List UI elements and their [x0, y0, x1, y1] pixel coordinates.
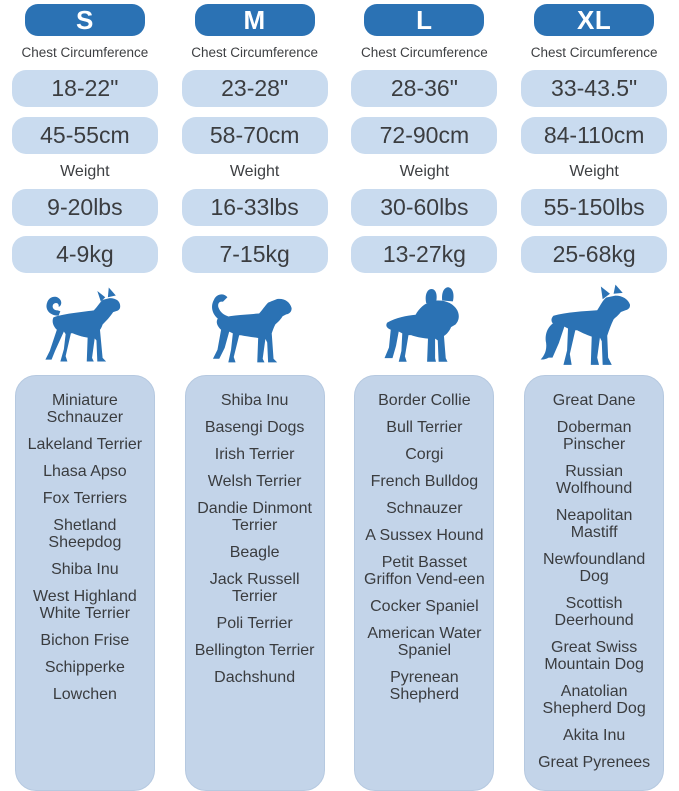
breed-item: Dandie Dinmont Terrier: [197, 500, 312, 534]
weight-lbs-value: 30-60lbs: [351, 189, 497, 226]
breed-item: Lhasa Apso: [43, 463, 127, 480]
chest-circumference-label: Chest Circumference: [21, 45, 149, 60]
breed-list-xl: [524, 375, 664, 791]
weight-kg-value: 13-27kg: [351, 236, 497, 273]
weight-lbs-value: 16-33lbs: [182, 189, 328, 226]
weight-label: Weight: [229, 163, 280, 180]
breed-item: Great Swiss Mountain Dog: [544, 639, 644, 673]
chest-cm-value: 72-90cm: [351, 117, 497, 154]
beagle-icon: [170, 281, 340, 375]
breed-item: Miniature Schnauzer: [46, 392, 124, 426]
size-badge-m: M: [195, 4, 315, 36]
size-badge-s: S: [25, 4, 145, 36]
breed-item: Anatolian Shepherd Dog: [542, 683, 646, 717]
weight-kg-value: 7-15kg: [182, 236, 328, 273]
breed-item: Great Dane: [552, 392, 636, 409]
breed-item: Beagle: [229, 544, 280, 561]
breed-item: Irish Terrier: [214, 446, 295, 463]
breed-item: Fox Terriers: [42, 490, 127, 507]
breed-item: Jack Russell Terrier: [209, 571, 300, 605]
breed-item: Shiba Inu: [220, 392, 289, 409]
breed-item: Welsh Terrier: [207, 473, 302, 490]
weight-kg-value: 4-9kg: [12, 236, 158, 273]
size-column-s: [0, 0, 170, 791]
breed-item: West Highland White Terrier: [32, 588, 137, 622]
breed-item: Petit Basset Griffon Vend-een: [364, 554, 485, 588]
chest-cm-value: 45-55cm: [12, 117, 158, 154]
chest-circumference-label: Chest Circumference: [530, 45, 658, 60]
breed-item: Poli Terrier: [216, 615, 293, 632]
weight-label: Weight: [569, 163, 619, 180]
breed-item: Pyrenean Shepherd: [389, 669, 460, 703]
breed-list-s: [15, 375, 155, 791]
size-column-l: [340, 0, 510, 791]
breed-item: Great Pyrenees: [538, 754, 651, 771]
breed-item: Schipperke: [44, 659, 125, 676]
chest-inches-value: 18-22": [12, 70, 158, 107]
breed-item: Bull Terrier: [386, 419, 463, 436]
breed-item: Shiba Inu: [51, 561, 119, 578]
weight-lbs-value: 55-150lbs: [521, 189, 667, 226]
breed-item: A Sussex Hound: [365, 527, 484, 544]
breed-list-l: [354, 375, 494, 791]
weight-kg-value: 25-68kg: [521, 236, 667, 273]
size-column-xl: [509, 0, 679, 791]
breed-item: Lowchen: [52, 686, 117, 703]
breed-item: Border Collie: [378, 392, 471, 409]
breed-item: Lakeland Terrier: [27, 436, 143, 453]
breed-item: Newfoundland Dog: [542, 551, 646, 585]
breed-item: Shetland Sheepdog: [48, 517, 122, 551]
breed-item: Russian Wolfhound: [556, 463, 633, 497]
breed-item: Akita Inu: [562, 727, 626, 744]
breed-item: French Bulldog: [370, 473, 479, 490]
breed-item: Corgi: [405, 446, 444, 463]
weight-label: Weight: [60, 163, 110, 180]
breed-item: Doberman Pinscher: [556, 419, 632, 453]
breed-item: Basengi Dogs: [204, 419, 305, 436]
breed-item: Cocker Spaniel: [370, 598, 479, 615]
breed-item: Neapolitan Mastiff: [555, 507, 633, 541]
chest-circumference-label: Chest Circumference: [191, 45, 319, 60]
chest-cm-value: 58-70cm: [182, 117, 328, 154]
husky-icon: [509, 281, 679, 375]
breed-item: Bichon Frise: [40, 632, 130, 649]
weight-label: Weight: [399, 163, 450, 180]
size-badge-xl: XL: [534, 4, 654, 36]
chest-circumference-label: Chest Circumference: [360, 45, 488, 60]
breed-item: Schnauzer: [386, 500, 463, 517]
size-badge-l: L: [364, 4, 484, 36]
breed-item: American Water Spaniel: [367, 625, 482, 659]
size-column-m: [170, 0, 340, 791]
chest-inches-value: 23-28": [182, 70, 328, 107]
breed-list-m: [185, 375, 325, 791]
chest-cm-value: 84-110cm: [521, 117, 667, 154]
chest-inches-value: 28-36": [351, 70, 497, 107]
french-bulldog-icon: [340, 281, 510, 375]
breed-item: Dachshund: [214, 669, 296, 686]
weight-lbs-value: 9-20lbs: [12, 189, 158, 226]
miniature-pinscher-icon: [0, 281, 170, 375]
breed-item: Bellington Terrier: [194, 642, 315, 659]
breed-item: Scottish Deerhound: [554, 595, 634, 629]
chest-inches-value: 33-43.5": [521, 70, 667, 107]
